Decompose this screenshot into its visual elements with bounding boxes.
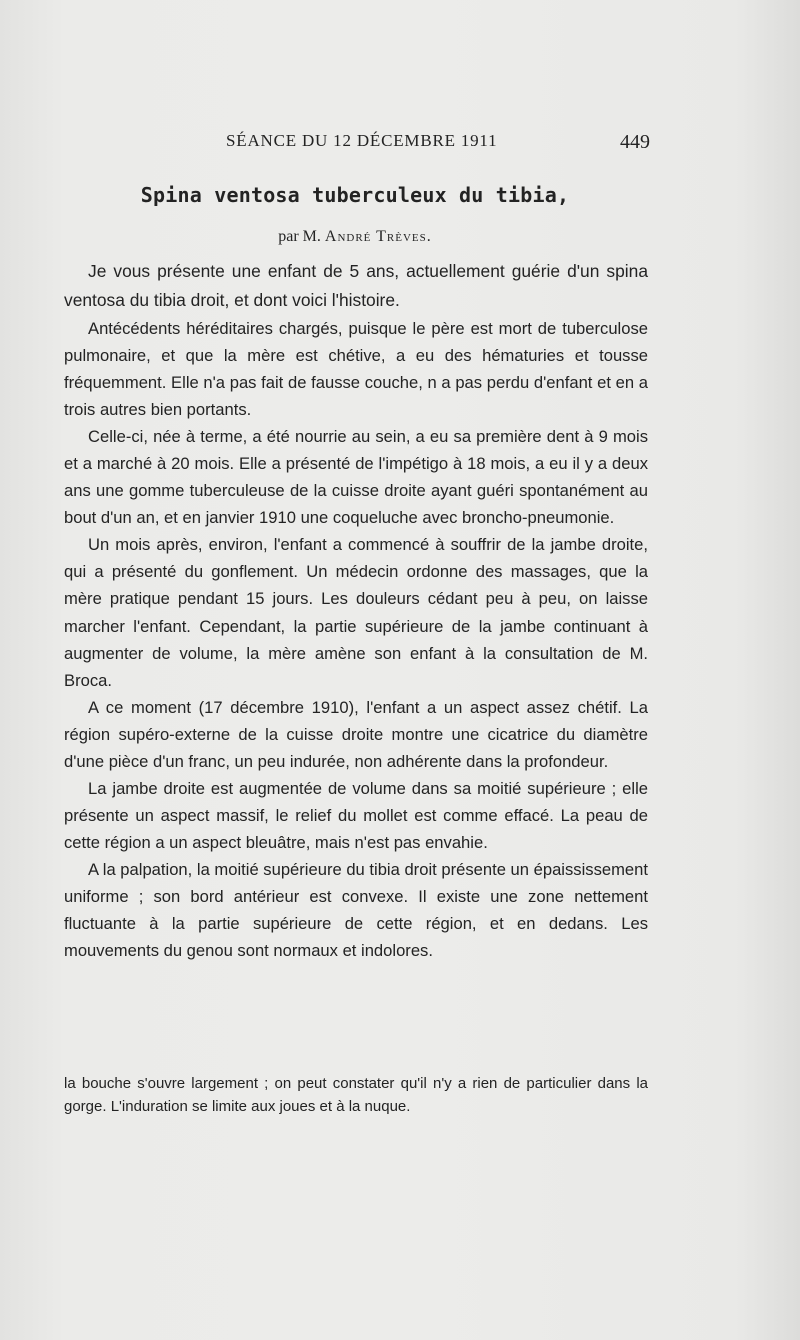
paragraph: Antécédents héréditaires chargés, puisque le père est mort de tuberculose pulmonaire, et que la mère est chétive, a eu des hématuries et tousse fréquemment. Elle n'a pas fait de fausse couche, n a pas perdu d'enfant et en a trois autres bien portants. [64, 319, 648, 420]
header-title: SÉANCE DU 12 DÉCEMBRE 1911 [226, 131, 498, 150]
running-header [226, 131, 650, 155]
page-number: 449 [620, 131, 650, 153]
paragraph: A ce moment (17 décembre 1910), l'enfant a un aspect assez chétif. La région supéro-externe de la cuisse droite montre une cicatrice du diamètre d'une pièce d'un franc, un peu indurée, non adhérente dans la profondeur. [64, 697, 648, 771]
paragraph: Un mois après, environ, l'enfant a commencé à souffrir de la jambe droite, qui a présenté du gonflement. Un médecin ordonne des massages, que la mère pratique pendant 15 jours. Les douleurs cédant peu à peu, on laisse marcher l'enfant. Cependant, la partie supérieure de la jambe continuant à augmenter de volume, la mère amène son enfant à la consultation de M. Broca. [64, 535, 648, 690]
author-line [0, 228, 710, 246]
author-name: André Trèves. [324, 228, 432, 245]
author-prefix: par M. [278, 228, 321, 245]
article-title: Spina ventosa tuberculeux du tibia, [140, 183, 570, 207]
paragraph: A la palpation, la moitié supérieure du tibia droit présente un épaississement uniforme ; son bord antérieur est convexe. Il existe une zone nettement fluctuante à la partie supérieure de cette région, et en dedans. Les mouvements du genou sont normaux et indolores. [64, 859, 648, 961]
paragraph: Celle-ci, née à terme, a été nourrie au sein, a eu sa première dent à 9 mois et a marché à 20 mois. Elle a présenté de l'impétigo à 18 mois, a eu il y a deux ans une gomme tuberculeuse de la cuisse droite ayant guéri spontanément au bout d'un an, et en janvier 1910 une coqueluche avec broncho-pneumonie. [64, 427, 648, 528]
footnote: la bouche s'ouvre largement ; on peut constater qu'il n'y a rien de particulier dans la gorge. L'induration se limite aux joues et à la nuque. [64, 1075, 648, 1115]
paragraph: La jambe droite est augmentée de volume dans sa moitié supérieure ; elle présente un aspect massif, le relief du mollet est comme effacé. La peau de cette région a un aspect bleuâtre, mais n'est pas envahie. [64, 778, 648, 852]
paragraph: Je vous présente une enfant de 5 ans, actuellement guérie d'un spina ventosa du tibia droit, et dont voici l'histoire. [64, 261, 648, 310]
article-body [64, 257, 648, 964]
